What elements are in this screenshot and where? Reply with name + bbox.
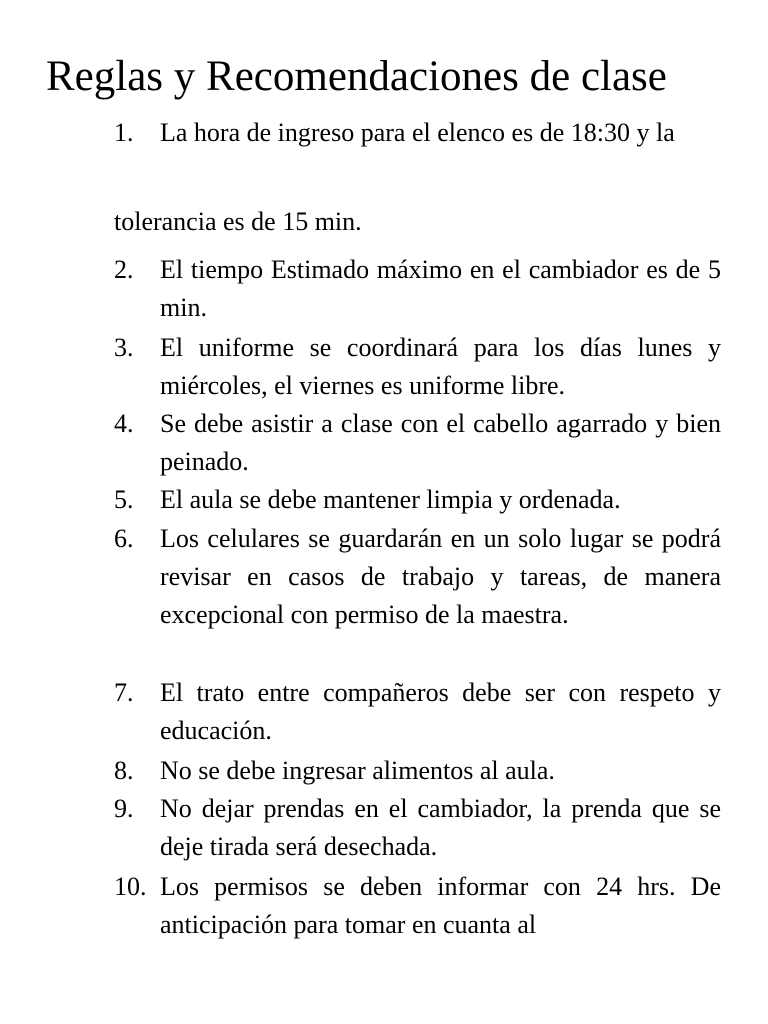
rule-number: 9.	[114, 794, 134, 823]
rule-item-6	[114, 520, 721, 634]
document-title: Reglas y Recomendaciones de clase	[46, 53, 667, 100]
rule-text: No se debe ingresar alimentos al aula.	[160, 756, 555, 785]
rule-text: El aula se debe mantener limpia y ordenada.	[160, 485, 621, 514]
rule-text: No dejar prendas en el cambiador, la prenda que se deje tirada será desechada.	[160, 794, 721, 861]
rule-item-2	[114, 251, 721, 327]
rule-number: 1.	[114, 118, 134, 147]
rule-text: El uniforme se coordinará para los días lunes y miércoles, el viernes es uniforme libre.	[160, 333, 721, 400]
rule-number: 2.	[114, 255, 134, 284]
rule-1-continuation: tolerancia es de 15 min.	[114, 207, 362, 236]
rule-item-9	[114, 790, 721, 866]
rule-number: 10.	[114, 872, 147, 901]
rule-number: 8.	[114, 756, 134, 785]
rule-text: El trato entre compañeros debe ser con respeto y educación.	[160, 678, 721, 745]
rule-text: El tiempo Estimado máximo en el cambiador es de 5 min.	[160, 255, 721, 322]
rule-number: 6.	[114, 524, 134, 553]
rule-item-4	[114, 405, 721, 481]
rule-number: 5.	[114, 485, 134, 514]
rule-text: Los permisos se deben informar con 24 hrs. De anticipación para tomar en cuanta al	[160, 872, 721, 939]
rule-text: Se debe asistir a clase con el cabello agarrado y bien peinado.	[160, 409, 721, 476]
rule-text: Los celulares se guardarán en un solo lugar se podrá revisar en casos de trabajo y tareas, de manera excepcional con permiso de la maestra.	[160, 524, 721, 629]
rule-text: La hora de ingreso para el elenco es de 18:30 y la	[160, 118, 675, 147]
rule-number: 3.	[114, 333, 134, 362]
rule-item-10	[114, 868, 721, 944]
rule-item-1	[114, 114, 721, 152]
rule-item-7	[114, 674, 721, 750]
rule-number: 4.	[114, 409, 134, 438]
rule-item-5	[114, 481, 721, 519]
rule-number: 7.	[114, 678, 134, 707]
rule-item-3	[114, 329, 721, 405]
rule-item-8	[114, 752, 721, 790]
